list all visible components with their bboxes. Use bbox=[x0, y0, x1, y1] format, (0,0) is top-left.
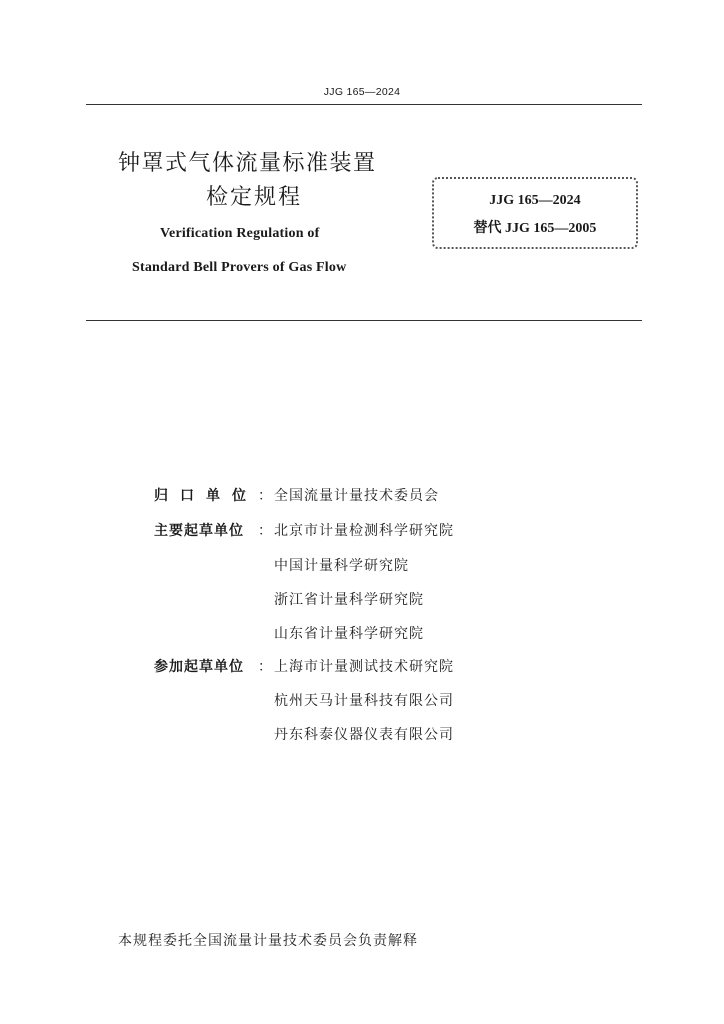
org-value-participating: 丹东科泰仪器仪表有限公司 bbox=[274, 727, 454, 743]
regulation-code-box bbox=[432, 177, 638, 249]
org-colon: ： bbox=[258, 488, 272, 504]
title-chinese-line2: 检定规程 bbox=[206, 185, 303, 210]
title-english-line1: Verification Regulation of bbox=[160, 226, 320, 241]
org-colon: ： bbox=[258, 523, 272, 539]
org-value-main: 中国计量科学研究院 bbox=[274, 558, 409, 574]
org-value-participating: 上海市计量测试技术研究院 bbox=[274, 659, 454, 675]
footer-note: 本规程委托全国流量计量技术委员会负责解释 bbox=[118, 933, 418, 949]
org-value-centralized: 全国流量计量技术委员会 bbox=[274, 488, 439, 504]
org-value-participating: 杭州天马计量科技有限公司 bbox=[274, 693, 454, 709]
title-chinese-line1: 钟罩式气体流量标准装置 bbox=[118, 151, 377, 176]
org-value-main: 北京市计量检测科学研究院 bbox=[274, 523, 454, 539]
org-label-participating: 参加起草单位 bbox=[154, 659, 244, 675]
org-label-main: 主要起草单位 bbox=[154, 523, 244, 539]
regulation-code: JJG 165—2024 bbox=[489, 193, 581, 208]
org-value-main: 山东省计量科学研究院 bbox=[274, 626, 424, 642]
org-label-centralized: 归口单位 bbox=[154, 488, 258, 504]
org-colon: ： bbox=[258, 659, 272, 675]
title-divider bbox=[86, 320, 642, 321]
replaced-regulation-code: 替代 JJG 165—2005 bbox=[473, 221, 597, 236]
title-english-line2: Standard Bell Provers of Gas Flow bbox=[132, 260, 347, 275]
header-code: JJG 165—2024 bbox=[323, 86, 401, 98]
header-divider bbox=[86, 104, 642, 105]
org-value-main: 浙江省计量科学研究院 bbox=[274, 592, 424, 608]
